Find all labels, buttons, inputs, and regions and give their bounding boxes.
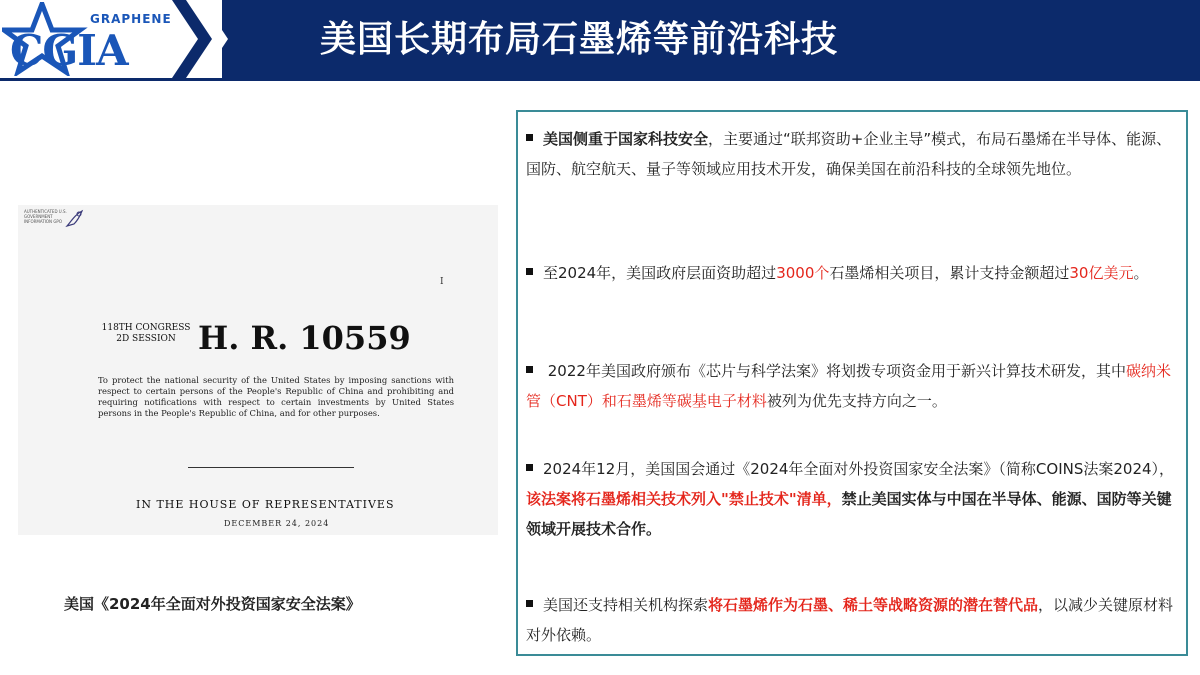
- bullet-2-red-b: 30亿美元: [1069, 264, 1134, 282]
- bullet-4-text: 2024年12月，美国国会通过《2024年全面对外投资国家安全法案》（简称COINS法案2024），: [543, 460, 1175, 478]
- congress-line: 118TH CONGRESS: [101, 323, 191, 333]
- doc-bill-number: H. R. 10559: [198, 319, 411, 357]
- doc-house-heading: IN THE HOUSE OF REPRESENTATIVES: [136, 498, 395, 511]
- bullet-5-red: 将石墨烯作为石墨、稀土等战略资源的潜在替代品: [708, 596, 1039, 614]
- logo-graphene-text: GRAPHENE: [90, 12, 172, 26]
- doc-congress-session: [96, 323, 196, 345]
- logo-cgia-text: CGIA: [10, 26, 128, 75]
- eagle-icon: [64, 208, 86, 230]
- bullet-5-text-b: ，以减少关键原材料对外依赖。: [526, 596, 1174, 644]
- bullet-2-red-a: 3000个: [776, 264, 830, 282]
- chevron-arrows-icon: [172, 0, 232, 78]
- page-title: 美国长期布局石墨烯等前沿科技: [320, 19, 839, 60]
- bullet-item-1: [526, 124, 1176, 184]
- bullet-1-text: ，主要通过“联邦资助+企业主导”模式，布局石墨烯在半导体、能源、国防、航空航天、量子等领域应用技术开发，确保美国在前沿科技的全球领先地位。: [526, 130, 1172, 178]
- document-caption: 美国《2024年全面对外投资国家安全法案》: [64, 595, 361, 613]
- bullet-item-3: [526, 356, 1176, 416]
- doc-divider: [188, 467, 354, 468]
- session-line: 2D SESSION: [116, 334, 176, 344]
- bullet-item-4: [526, 454, 1176, 544]
- doc-description: To protect the national security of the United States by imposing sanctions with respect to certain persons of the People's Republic of China and prohibiting and requiring notifications with respect to certain investments by United States persons in the People's Republic of China, and for other purposes.: [98, 375, 454, 418]
- bullet-square-icon: [526, 600, 533, 607]
- bullet-4-red: 该法案将石墨烯相关技术列入"禁止技术"清单，: [526, 490, 842, 508]
- cgia-logo: [0, 0, 180, 78]
- bullet-5-text-a: 美国还支持相关机构探索: [543, 596, 709, 614]
- gpo-authentication-mark: AUTHENTICATED U.S. GOVERNMENT INFORMATION GPO: [24, 209, 67, 224]
- content-box: [516, 110, 1188, 656]
- header-banner: [0, 0, 1200, 78]
- bullet-square-icon: [526, 464, 533, 471]
- doc-page-number: I: [440, 277, 444, 287]
- bullet-square-icon: [526, 134, 533, 141]
- bullet-3-text-a: 2022年美国政府颁布《芯片与科学法案》将划拨专项资金用于新兴计算技术研发，其中: [543, 362, 1126, 380]
- bullet-3-text-b: 被列为优先支持方向之一。: [766, 392, 947, 410]
- bullet-2-text-b: 石墨烯相关项目，累计支持金额超过: [829, 264, 1070, 282]
- bullet-item-2: [526, 258, 1176, 288]
- bullet-3-red: 碳纳米管（CNT）和石墨烯等碳基电子材料: [526, 362, 1171, 410]
- bullet-1-bold: 美国侧重于国家科技安全: [543, 130, 709, 148]
- bullet-4-bold: 禁止美国实体与中国在半导体、能源、国防等关键领域开展技术合作。: [526, 490, 1172, 538]
- bill-document-image: [18, 205, 498, 535]
- header-rule: [0, 78, 1200, 81]
- bullet-2-text-a: 至2024年，美国政府层面资助超过: [543, 264, 777, 282]
- doc-date: DECEMBER 24, 2024: [224, 519, 330, 528]
- bullet-2-text-c: 。: [1133, 264, 1149, 282]
- bullet-square-icon: [526, 366, 533, 373]
- bullet-item-5: [526, 590, 1176, 650]
- bullet-square-icon: [526, 268, 533, 275]
